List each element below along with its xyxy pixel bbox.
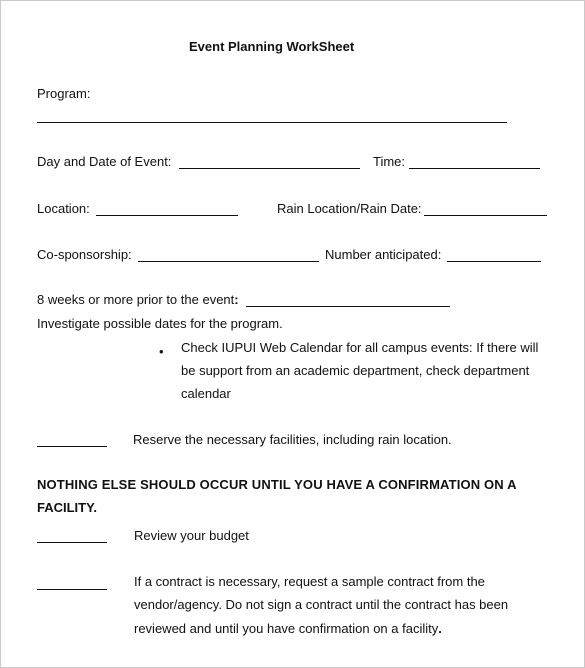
- number-anticipated-label: Number anticipated:: [325, 247, 442, 262]
- program-label: Program:: [37, 86, 91, 101]
- budget-text: Review your budget: [134, 528, 249, 543]
- bullet-line-1: Check IUPUI Web Calendar for all campus events: If there will: [181, 340, 539, 355]
- contract-line-1: If a contract is necessary, request a sample contract from the: [134, 574, 485, 589]
- warning-line-1: NOTHING ELSE SHOULD OCCUR UNTIL YOU HAVE A CONFIRMATION ON A: [37, 477, 517, 492]
- reserve-text: Reserve the necessary facilities, including rain location.: [133, 432, 452, 447]
- day-date-label: Day and Date of Event:: [37, 154, 172, 169]
- contract-line-2: vendor/agency. Do not sign a contract until the contract has been: [134, 597, 509, 612]
- day-date-blank-line[interactable]: [179, 154, 360, 169]
- eight-weeks-heading: [37, 292, 239, 308]
- contract-period: .: [438, 621, 442, 636]
- time-blank-line[interactable]: [409, 154, 540, 169]
- eight-weeks-blank-line[interactable]: [246, 292, 450, 307]
- budget-checkoff-line[interactable]: [37, 528, 107, 543]
- warning-line-2: FACILITY.: [37, 500, 97, 515]
- cosponsorship-label: Co-sponsorship:: [37, 247, 132, 262]
- eight-weeks-text: 8 weeks or more prior to the event: [37, 292, 235, 307]
- contract-line-3-wrap: [134, 621, 442, 637]
- program-blank-line[interactable]: [37, 109, 507, 123]
- bullet-line-2: be support from an academic department, check department: [181, 363, 530, 378]
- location-blank-line[interactable]: [96, 201, 238, 216]
- bullet-icon: •: [159, 344, 164, 359]
- rain-location-blank-line[interactable]: [424, 201, 547, 216]
- reserve-checkoff-line[interactable]: [37, 432, 107, 447]
- time-label: Time:: [373, 154, 406, 169]
- contract-checkoff-line[interactable]: [37, 575, 107, 590]
- contract-line-3: reviewed and until you have confirmation on a facility: [134, 621, 439, 636]
- bullet-line-3: calendar: [181, 386, 231, 401]
- eight-weeks-colon: :: [234, 292, 239, 307]
- rain-location-label: Rain Location/Rain Date:: [277, 201, 422, 216]
- cosponsorship-blank-line[interactable]: [138, 247, 319, 262]
- document-title: Event Planning WorkSheet: [189, 39, 355, 54]
- investigate-text: Investigate possible dates for the program.: [37, 316, 283, 331]
- location-label: Location:: [37, 201, 90, 216]
- number-anticipated-blank-line[interactable]: [447, 247, 541, 262]
